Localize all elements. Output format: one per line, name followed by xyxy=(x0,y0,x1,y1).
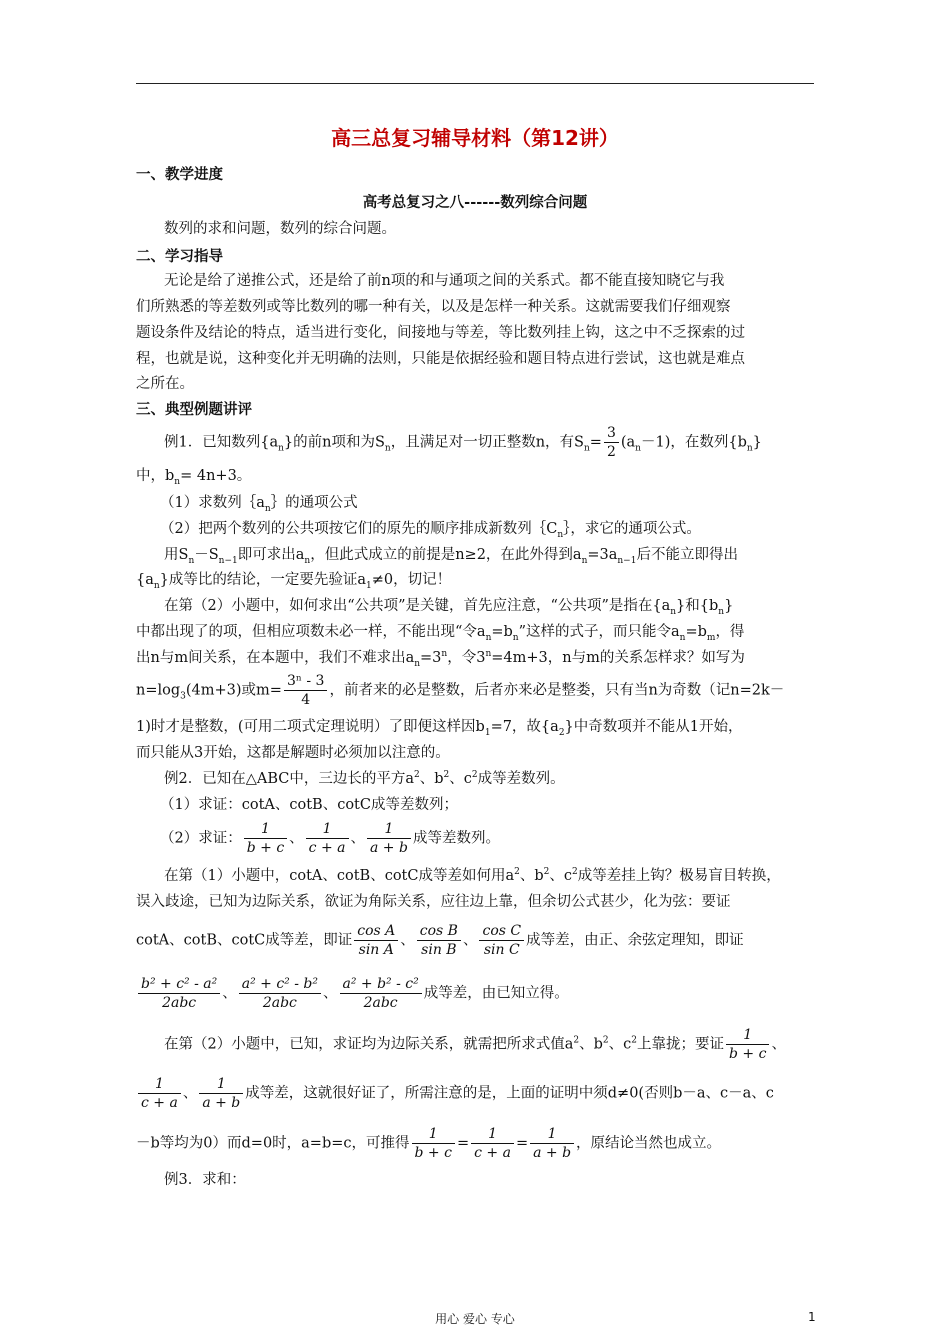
example-1-analysis: 1)时才是整数，(可用二项式定理说明）了即便这样因$b_1=7$，故$\{a_2\}$中奇数项并不能从1开始， xyxy=(136,719,743,738)
example-2-analysis: 在第（2）小题中，已知，求证均为边际关系，就需把所求式值$a^2$、$b^2$、$c^2$上靠拢；要证 $\frac{1}{b + c}$ 、 xyxy=(164,1027,786,1062)
section-2-line: 们所熟悉的等差数列或等比数列的哪一种有关，以及是怎样一种关系。这就需要我们仔细观察 xyxy=(136,299,731,315)
example-2-statement: 例2．已知在△ABC中，三边长的平方$a^2$、$b^2$、$c^2$成等差数列。 xyxy=(164,770,565,787)
example-1-question-2: （2）把两个数列的公共项按它们的原先的顺序排成新数列$\{C_n\}$，求它的通项公式。 xyxy=(160,521,701,540)
section-2-line: 题设条件及结论的特点，适当进行变化，间接地与等差，等比数列挂上钩，这之中不乏探索的过 xyxy=(136,325,745,341)
example-2-question-2: （2）求证： $\frac{1}{b + c}$ 、 $\frac{1}{c + a}$ 、 $\frac{1}{a + b}$ 成等差数列。 xyxy=(160,821,500,856)
section-2-line: 程，也就是说，这种变化并无明确的法则，只能是依据经验和题目特点进行尝试，这也就是难点 xyxy=(136,351,745,367)
example-2-analysis: cotA、cotB、cotC成等差，即证 $\frac{\text{cos A}}{\text{sin A}}$ 、 $\frac{\text{cos B}}{\text{sin B}}$ 、 $\frac{\text{cos C}}{\text{sin C}}$ 成等差，由正、余弦定理知，即证 xyxy=(136,923,744,958)
section-2-line: 之所在。 xyxy=(136,376,194,392)
example-1-analysis: 出n与m间关系，在本题中，我们不难求出$a_n=3^n$，令$3^n=4m+3$，n与m的关系怎样求？如写为 xyxy=(136,649,745,669)
example-2-analysis: －b等均为0）而d=0时，a=b=c，可推得 $\frac{1}{b + c}$ = $\frac{1}{c + a}$ = $\frac{1}{a + b}$ ，原结论当然也成立。 xyxy=(136,1126,722,1161)
top-rule xyxy=(136,83,814,84)
example-1-analysis: $n=\log_3(4m+3)$或m= $\frac{\text{3ⁿ - 3}}{4}$ ，前者来的必是整数，后者亦来必是整娄，只有当n为奇数（记n=2k－ xyxy=(136,673,785,708)
page-number: 1 xyxy=(808,1310,816,1324)
example-1-analysis: 中都出现了的项，但相应项数未必一样，不能出现“令$a_n=b_n$”这样的式子，而只能令$a_n=b_m$，得 xyxy=(136,624,745,643)
example-1-analysis: 而只能从3开始，这都是解题时必须加以注意的。 xyxy=(136,745,450,761)
section-1-heading: 一、教学进度 xyxy=(136,167,223,183)
example-1-analysis: 在第（2）小题中，如何求出“公共项”是关键，首先应注意，“公共项”是指在$\{a_n\}$和$\{b_n\}$ xyxy=(164,598,734,617)
fraction-m-formula: $\frac{\text{3ⁿ - 3}}{4}$ xyxy=(284,672,328,709)
example-1-question-1: （1）求数列$\{a_n\}$的通项公式 xyxy=(160,495,358,514)
fraction-three-halves: $\frac{3}{2}$ xyxy=(604,424,619,461)
section-1-text: 数列的求和问题，数列的综合问题。 xyxy=(164,221,396,237)
section-2-heading: 二、学习指导 xyxy=(136,249,223,265)
example-2-analysis: $\frac{\text{b² + c² - a²}}{\text{2abc}}$ 、 $\frac{\text{a² + c² - b²}}{\text{2abc}}$ 、 $\frac{\text{a² + b² - c²}}{\text{2abc}}$ 成等差，由已知立得。 xyxy=(136,975,816,1012)
example-1-statement-2: 中，$b_n= 4n+3$。 xyxy=(136,468,252,487)
section-1-subtitle: 高考总复习之八------数列综合问题 xyxy=(362,195,588,211)
page-footer: 用心 爱心 专心 xyxy=(435,1312,515,1326)
example-2-analysis: 在第（1）小题中，cotA、cotB、cotC成等差如何用$a^2$、$b^2$、$c^2$成等差挂上钩？极易盲目转换， xyxy=(164,867,781,884)
example-1-analysis: 用$S_n-S_{n-1}$即可求出$a_n$，但此式成立的前提是n≥2，在此外得到$a_n=3a_{n-1}$后不能立即得出 xyxy=(164,547,738,566)
example-2-analysis: $\frac{1}{c + a}$ 、 $\frac{1}{a + b}$ 成等差，这就很好证了，所需注意的是，上面的证明中须d≠0(否则b－a、c－a、c xyxy=(136,1075,816,1112)
example-3-statement: 例3．求和： xyxy=(164,1172,246,1188)
section-3-heading: 三、典型例题讲评 xyxy=(136,402,252,418)
example-2-analysis: 误入歧途，已知为边际关系，欲证为角际关系，应往边上靠，但余切公式甚少，化为弦：要证 xyxy=(136,894,731,910)
example-1-analysis: $\{a_n\}$成等比的结论，一定要先验证$a_1\ne 0$，切记！ xyxy=(136,572,452,591)
example-1-statement: 例1．已知数列$\{a_n\}$的前n项和为$S_n$，且满足对一切正整数n，有$S_n=$ $\frac{3}{2}$ $(a_n-1)$，在数列$\{b_n\}$ xyxy=(164,425,762,460)
page-title: 高三总复习辅导材料（第12讲） xyxy=(331,126,619,150)
example-2-question-1: （1）求证：cotA、cotB、cotC成等差数列； xyxy=(160,797,458,813)
section-2-line: 无论是给了递推公式，还是给了前n项的和与通项之间的关系式。都不能直接知晓它与我 xyxy=(164,273,725,289)
